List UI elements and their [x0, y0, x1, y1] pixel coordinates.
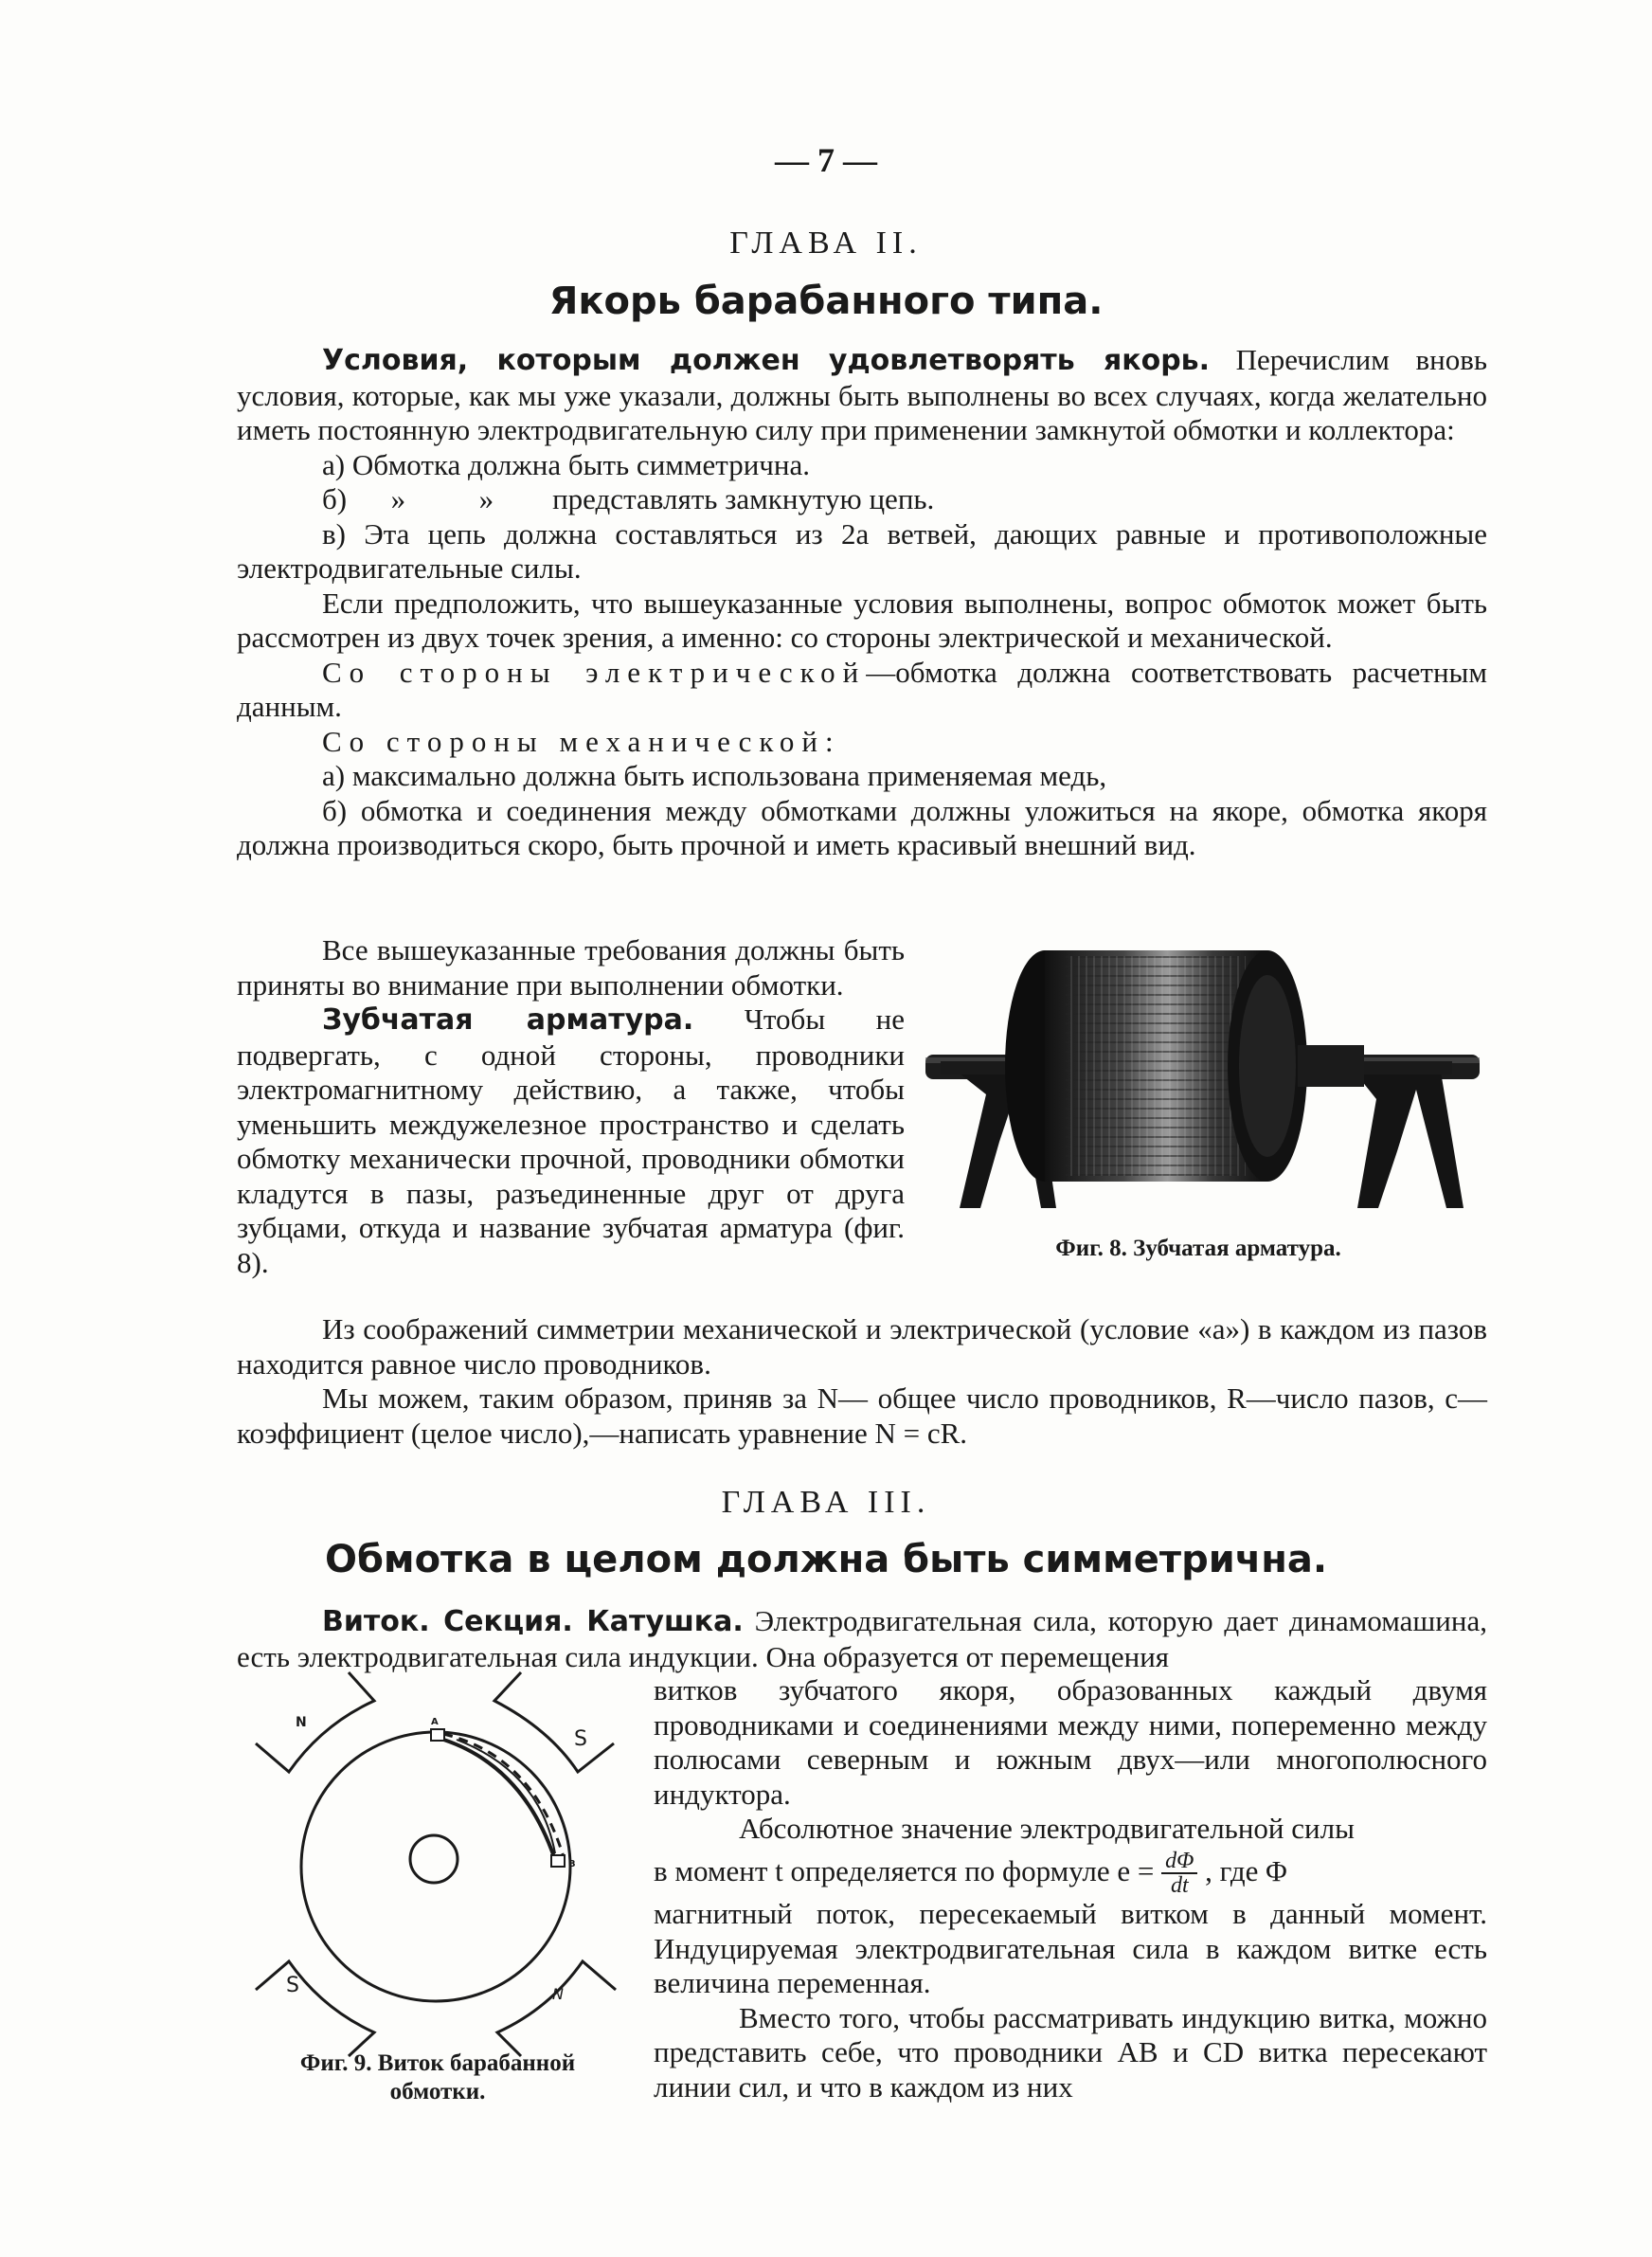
label-s-bottom: S — [286, 1974, 299, 1997]
formula-text: , где Φ — [1205, 1853, 1287, 1887]
paragraph: Мы можем, таким образом, приняв за N— общее число проводников, R—число пазов, c— коэффициент (целое число),—написать уравнение N = cR. — [237, 1381, 1487, 1450]
fraction-numerator: dΦ — [1161, 1850, 1197, 1874]
paragraph: витков зубчатого якоря, образованных каждый двумя проводниками и соединениями между ними, попеременно между полюсами северным и южным двух—или многополюсного индуктора. — [654, 1673, 1487, 1811]
chapter-2-label: ГЛАВА II. — [729, 226, 923, 261]
chapter-2-title: Якорь барабанного типа. — [548, 280, 1104, 323]
paragraph: Из соображений симметрии механической и электрической (условие «а») в каждом из пазов находится равное число проводников. — [237, 1312, 1487, 1381]
label-n-top: N — [296, 1715, 307, 1730]
list-item: а) Обмотка должна быть симметрична. — [322, 447, 810, 481]
page-number: — 7 — — [775, 141, 877, 179]
list-item: б) » » представлять замкнутую цепь. — [322, 482, 935, 515]
paragraph-text: Чтобы не подвергать, с одной стороны, проводники электромагнитному действию, а также, чтобы уменьшить междужелезное пространство и сделать обмотку механически прочной, проводники обмотки кладутся в пазы, разъединенные друг от друга зубцами, откуда и название зубчатая арматура (фиг. 8). — [237, 1002, 905, 1279]
spaced-phrase: Со стороны механической: — [322, 724, 841, 758]
label-a: A — [431, 1717, 439, 1727]
armature-circle — [301, 1732, 570, 2001]
list-item: б) обмотка и соединения между обмотками должны уложиться на якоре, обмотка якоря должна производиться скоро, быть прочной и иметь красивый внешний вид. — [237, 793, 1487, 861]
list-item: в) Эта цепь должна составляться из 2a ветвей, дающих равные и противоположные электродвигательные силы. — [237, 516, 1487, 585]
label-b: B — [568, 1859, 576, 1869]
run-in-heading: Зубчатая арматура. — [322, 1003, 694, 1037]
paragraph: Все вышеуказанные требования должны быть приняты во внимание при выполнении обмотки. — [237, 933, 905, 1002]
chapter-2-left-column — [237, 933, 905, 1280]
paragraph — [237, 1604, 1487, 1674]
paragraph — [237, 725, 1487, 760]
chapter-3-right-column — [654, 1673, 1487, 2104]
label-n-bottom: N — [552, 1985, 564, 2003]
formula-fraction — [1161, 1850, 1197, 1897]
spaced-phrase: Со стороны электрической — [322, 655, 867, 689]
fraction-denominator: dt — [1170, 1873, 1189, 1899]
chapter-3-intro — [237, 1604, 1487, 1674]
paragraph: Вместо того, чтобы рассматривать индукцию витка, можно представить себе, что проводники AB и CD витка пересекают линии сил, и что в каждом из них — [654, 2000, 1487, 2104]
paragraph — [237, 343, 1487, 448]
conductor-b — [551, 1855, 565, 1867]
figure-9-caption-line-2: обмотки. — [389, 2079, 486, 2104]
figure-8-caption: Фиг. 8. Зубчатая арматура. — [1055, 1236, 1341, 1261]
paragraph-text: Электродвигательная сила, которую дает динамомашина, есть электродвигательная сила индукции. Она образуется от перемещения — [237, 1604, 1487, 1673]
paragraph: магнитный поток, пересекаемый витком в данный момент. Индуцируемая электродвигательная сила в каждом витке есть величина переменная. — [654, 1897, 1487, 2000]
run-in-heading: Виток. Секция. Катушка. — [322, 1605, 744, 1638]
paragraph: Если предположить, что вышеуказанные условия выполнены, вопрос обмоток может быть рассмотрен из двух точек зрения, а именно: со стороны электрической и механической. — [237, 586, 1487, 654]
paragraph-text: —обмотка должна соответствовать расчетным данным. — [237, 655, 1488, 723]
formula-line — [654, 1847, 1487, 1898]
figure-9-caption-line-1: Фиг. 9. Виток барабанной — [299, 2050, 576, 2076]
chapter-3-label: ГЛАВА III. — [721, 1485, 931, 1520]
figure-9-caption — [248, 2049, 627, 2106]
formula-text: в момент t определяется по формуле e = — [654, 1853, 1155, 1887]
chapter-2-closing — [237, 1312, 1487, 1451]
figure-9-winding-diagram — [237, 1677, 635, 2037]
chapter-3-title: Обмотка в целом должна быть симметрична. — [324, 1538, 1328, 1581]
paragraph — [237, 656, 1487, 725]
shaft-circle — [410, 1835, 458, 1883]
run-in-heading: Условия, которым должен удовлетворять якорь. — [322, 344, 1211, 377]
list-item: а) максимально должна быть использована применяемая медь, — [322, 759, 1107, 792]
conductor-a — [431, 1729, 444, 1741]
chapter-2-intro — [237, 343, 1487, 863]
figure-8-armature-image — [924, 924, 1482, 1227]
label-s-top: S — [574, 1727, 587, 1751]
paragraph — [237, 1002, 905, 1280]
paragraph-line: Абсолютное значение электродвигательной силы — [739, 1812, 1355, 1845]
paragraph-text: Перечислим вновь условия, которые, как мы уже указали, должны быть выполнены во всех случаях, когда желательно иметь постоянную электродвигательную силу при применении замкнутой обмотки и коллектора: — [237, 343, 1487, 446]
